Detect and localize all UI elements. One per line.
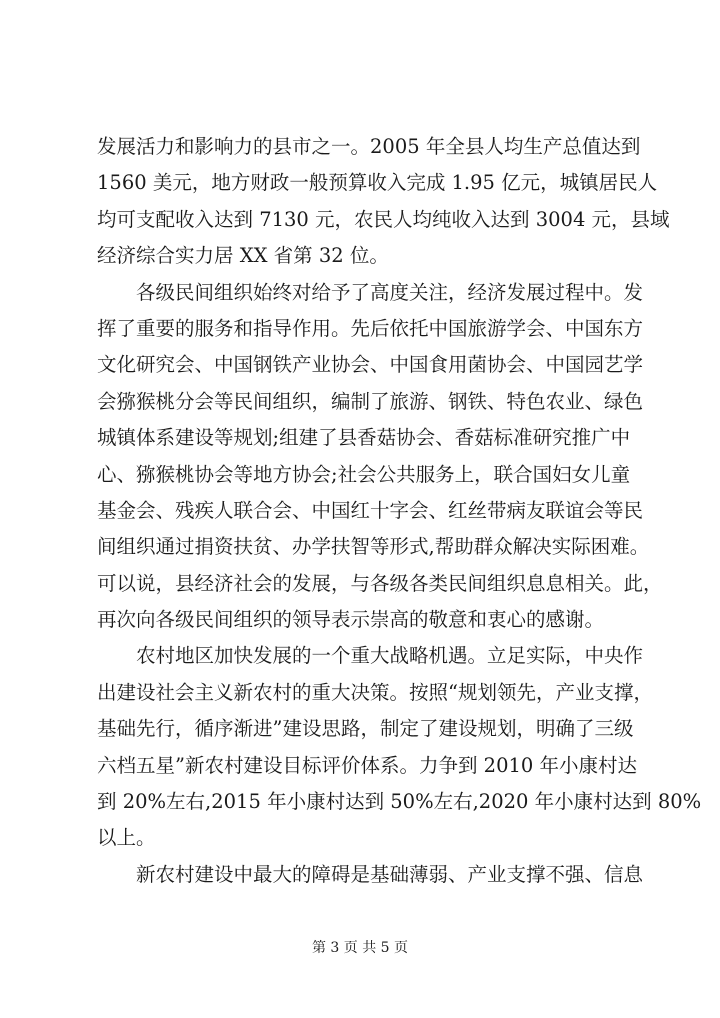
text-line: 以上。 — [97, 826, 156, 850]
text-line: 出建设社会主义新农村的重大决策。按照“规划领先，产业支撑， — [97, 680, 653, 704]
text-line: 1560 美元，地方财政一般预算收入完成 1.95 亿元，城镇居民人 — [97, 171, 658, 195]
text-line: 六档五星”新农村建设目标评价体系。力争到 2010 年小康村达 — [97, 753, 637, 777]
paragraph-start-line: 新农村建设中最大的障碍是基础薄弱、产业支撑不强、信息 — [136, 862, 644, 886]
text-line: 会猕猴桃分会等民间组织，编制了旅游、钢铁、特色农业、绿色 — [97, 389, 644, 413]
document-body — [97, 129, 702, 893]
text-line: 心、猕猴桃协会等地方协会;社会公共服务上，联合国妇女儿童 — [97, 462, 631, 486]
paragraph-start-line: 农村地区加快发展的一个重大战略机遇。立足实际，中央作 — [136, 644, 644, 668]
paragraph-start-line: 各级民间组织始终对给予了高度关注，经济发展过程中。发 — [136, 280, 644, 304]
text-line: 发展活力和影响力的县市之一。2005 年全县人均生产总值达到 — [97, 135, 641, 158]
text-line: 间组织通过捐资扶贫、办学扶智等形式,帮助群众解决实际困难。 — [97, 535, 650, 559]
text-line: 经济综合实力居 XX 省第 32 位。 — [97, 244, 389, 268]
text-line: 文化研究会、中国钢铁产业协会、中国食用菌协会、中国园艺学 — [97, 353, 644, 377]
text-line: 基础先行，循序渐进”建设思路，制定了建设规划，明确了三级 — [97, 717, 634, 741]
text-line: 再次向各级民间组织的领导表示崇高的敬意和衷心的感谢。 — [97, 608, 605, 632]
text-line: 挥了重要的服务和指导作用。先后依托中国旅游学会、中国东方 — [97, 316, 644, 340]
text-line: 可以说，县经济社会的发展，与各级各类民间组织息息相关。此， — [97, 571, 663, 595]
text-line: 均可支配收入达到 7130 元，农民人均纯收入达到 3004 元，县域 — [97, 207, 670, 231]
text-line: 基金会、残疾人联合会、中国红十字会、红丝带病友联谊会等民 — [97, 498, 644, 522]
text-line: 到 20%左右,2015 年小康村达到 50%左右,2020 年小康村达到 80% — [97, 790, 702, 814]
page-number-footer: 第 3 页 共 5 页 — [311, 940, 409, 956]
text-line: 城镇体系建设等规划;组建了县香菇协会、香菇标准研究推广中 — [97, 426, 631, 450]
